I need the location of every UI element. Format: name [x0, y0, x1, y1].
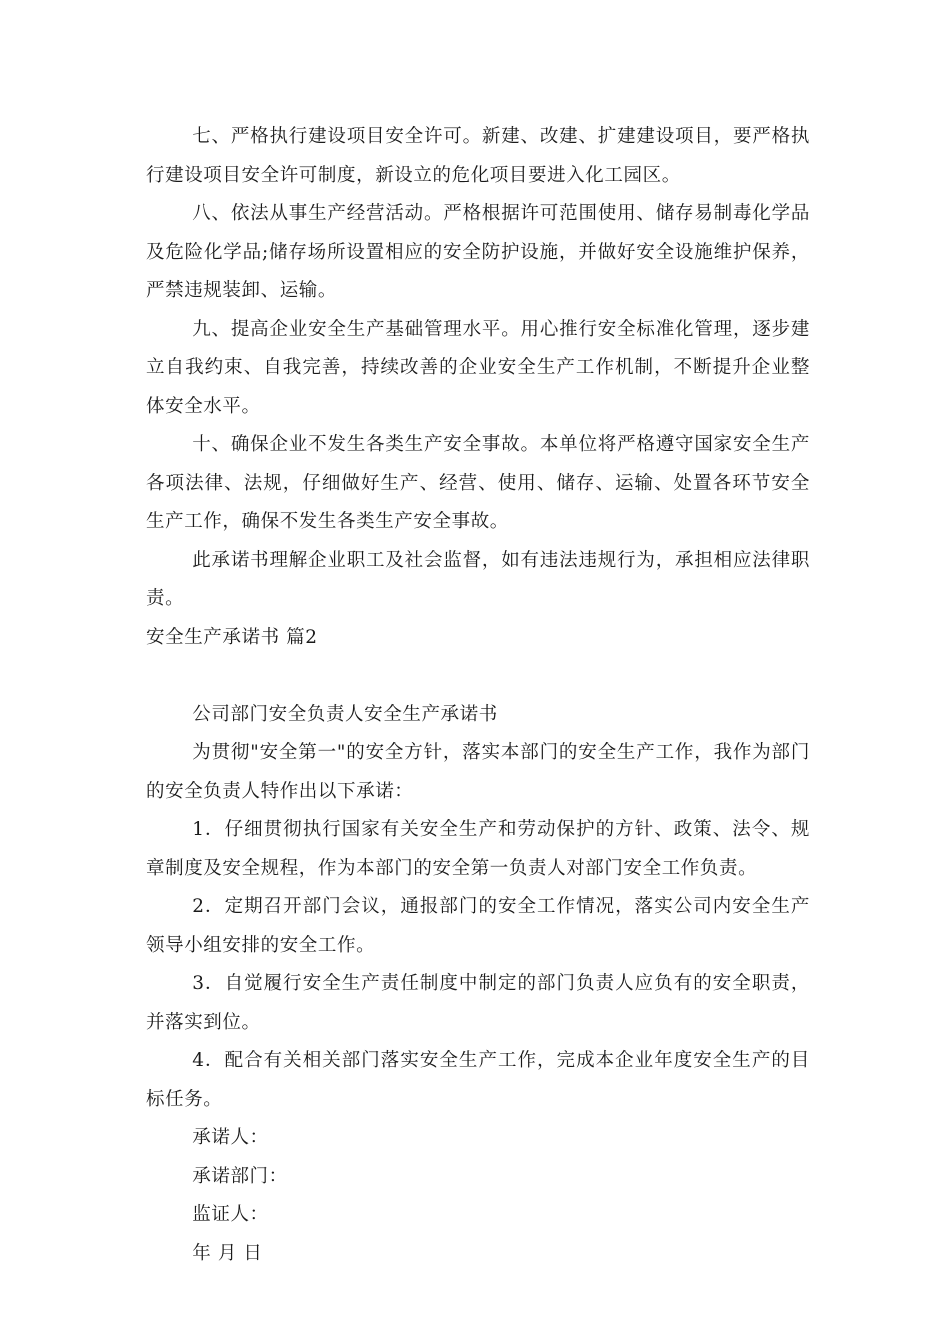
section-title: 公司部门安全负责人安全生产承诺书	[192, 703, 498, 725]
paragraph-7: 七、严格执行建设项目安全许可。新建、改建、扩建建设项目，要严格执行建设项目安全许可制度，新设立的危化项目要进入化工园区。	[146, 126, 810, 186]
item-3: 3．自觉履行安全生产责任制度中制定的部门负责人应负有的安全职责，并落实到位。	[146, 973, 810, 1033]
paragraph-9: 九、提高企业安全生产基础管理水平。用心推行安全标准化管理，逐步建立自我约束、自我完善，持续改善的企业安全生产工作机制，不断提升企业整体安全水平。	[146, 318, 810, 417]
commitment-paragraph: 此承诺书理解企业职工及社会监督，如有违法违规行为，承担相应法律职责。	[146, 549, 810, 609]
item-1: 1．仔细贯彻执行国家有关安全生产和劳动保护的方针、政策、法令、规章制度及安全规程，作为本部门的安全第一负责人对部门安全工作负责。	[146, 819, 810, 879]
intro-paragraph: 为贯彻"安全第一"的安全方针，落实本部门的安全生产工作，我作为部门的安全负责人特作出以下承诺：	[146, 742, 810, 802]
promisor-field: 承诺人：	[192, 1127, 269, 1148]
blank-line	[146, 657, 810, 696]
paragraph-10: 十、确保企业不发生各类生产安全事故。本单位将严格遵守国家安全生产各项法律、法规，仔细做好生产、经营、使用、储存、运输、处置各环节安全生产工作，确保不发生各类生产安全事故。	[146, 434, 810, 532]
document-page	[146, 118, 810, 1273]
date-field: 年 月 日	[192, 1242, 263, 1264]
item-2: 2．定期召开部门会议，通报部门的安全工作情况，落实公司内安全生产领导小组安排的安全工作。	[146, 896, 810, 956]
department-field: 承诺部门：	[192, 1165, 288, 1187]
item-4: 4．配合有关相关部门落实安全生产工作，完成本企业年度安全生产的目标任务。	[146, 1050, 810, 1110]
section-heading: 安全生产承诺书 篇2	[146, 626, 318, 648]
supervisor-field: 监证人：	[192, 1204, 269, 1225]
paragraph-8: 八、依法从事生产经营活动。严格根据许可范围使用、储存易制毒化学品及危险化学品;储存场所设置相应的安全防护设施，并做好安全设施维护保养，严禁违规装卸、运输。	[146, 203, 810, 301]
